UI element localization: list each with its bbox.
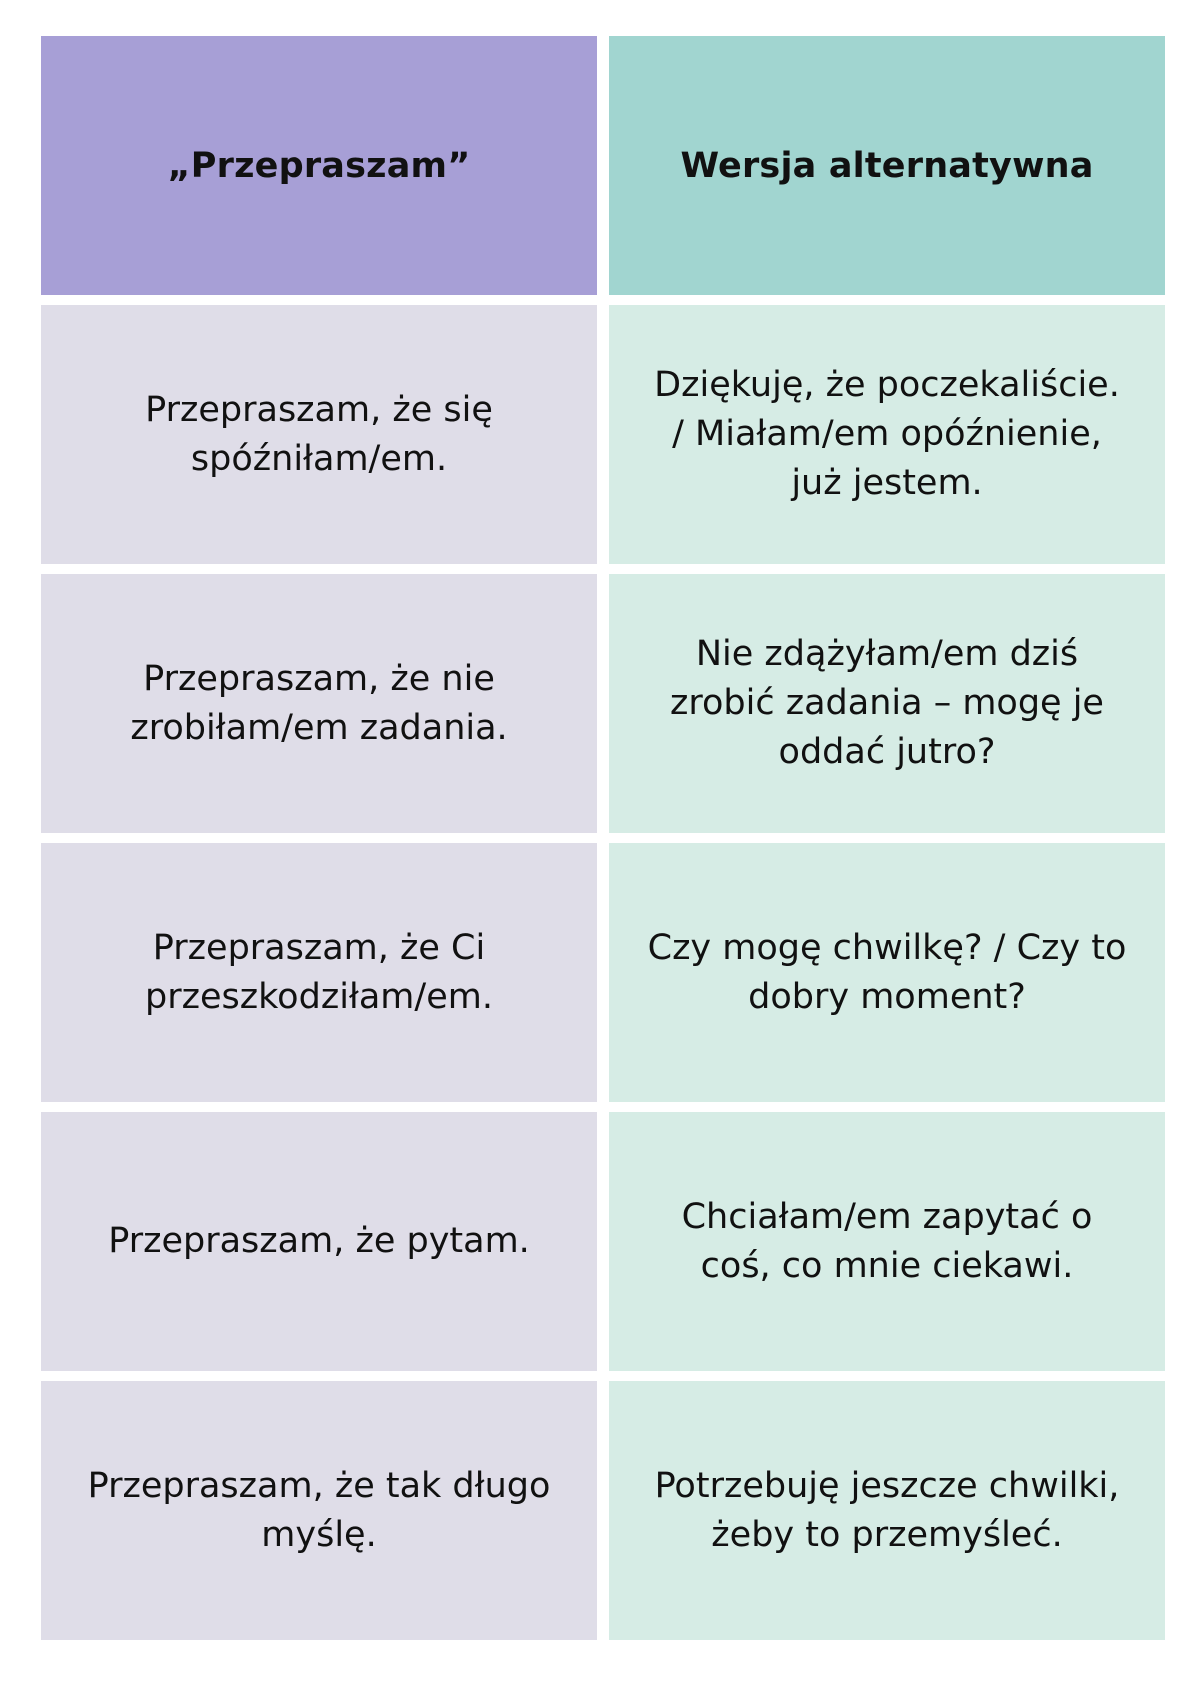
alternative-text: Czy mogę chwilkę? / Czy to dobry moment? (647, 927, 1127, 1017)
alternative-cell (609, 1112, 1165, 1371)
apology-text: Przepraszam, że nie zrobiłam/em zadania. (130, 658, 508, 748)
apology-cell (41, 574, 597, 833)
row-divider (41, 295, 1165, 305)
comparison-table (41, 36, 1165, 1640)
apology-cell (41, 305, 597, 564)
apology-cell (41, 1112, 597, 1371)
row-divider (41, 564, 1165, 574)
alternative-cell (609, 305, 1165, 564)
alternative-cell (609, 574, 1165, 833)
header-alternative (609, 36, 1165, 295)
apology-cell (41, 1381, 597, 1640)
header-apology (41, 36, 597, 295)
apology-text: Przepraszam, że tak długo myślę. (87, 1465, 551, 1555)
alternative-cell (609, 1381, 1165, 1640)
row-divider (41, 1371, 1165, 1381)
alternative-text: Potrzebuję jeszcze chwilki, żeby to przemyśleć. (654, 1465, 1120, 1555)
apology-cell (41, 843, 597, 1102)
row-divider (41, 833, 1165, 843)
alternative-cell (609, 843, 1165, 1102)
header-alternative-label: Wersja alternatywna (680, 145, 1094, 186)
alternative-text: Chciałam/em zapytać o coś, co mnie ciekawi. (681, 1196, 1093, 1286)
header-apology-label: „Przepraszam” (167, 145, 471, 186)
apology-text: Przepraszam, że się spóźniłam/em. (145, 389, 493, 479)
row-divider (41, 1102, 1165, 1112)
apology-text: Przepraszam, że pytam. (108, 1221, 530, 1261)
apology-text: Przepraszam, że Ci przeszkodziłam/em. (145, 927, 493, 1017)
alternative-text: Dziękuję, że poczekaliście. / Miałam/em opóźnienie, już jestem. (654, 365, 1120, 503)
alternative-text: Nie zdążyłam/em dziś zrobić zadania – mogę je oddać jutro? (670, 634, 1104, 772)
